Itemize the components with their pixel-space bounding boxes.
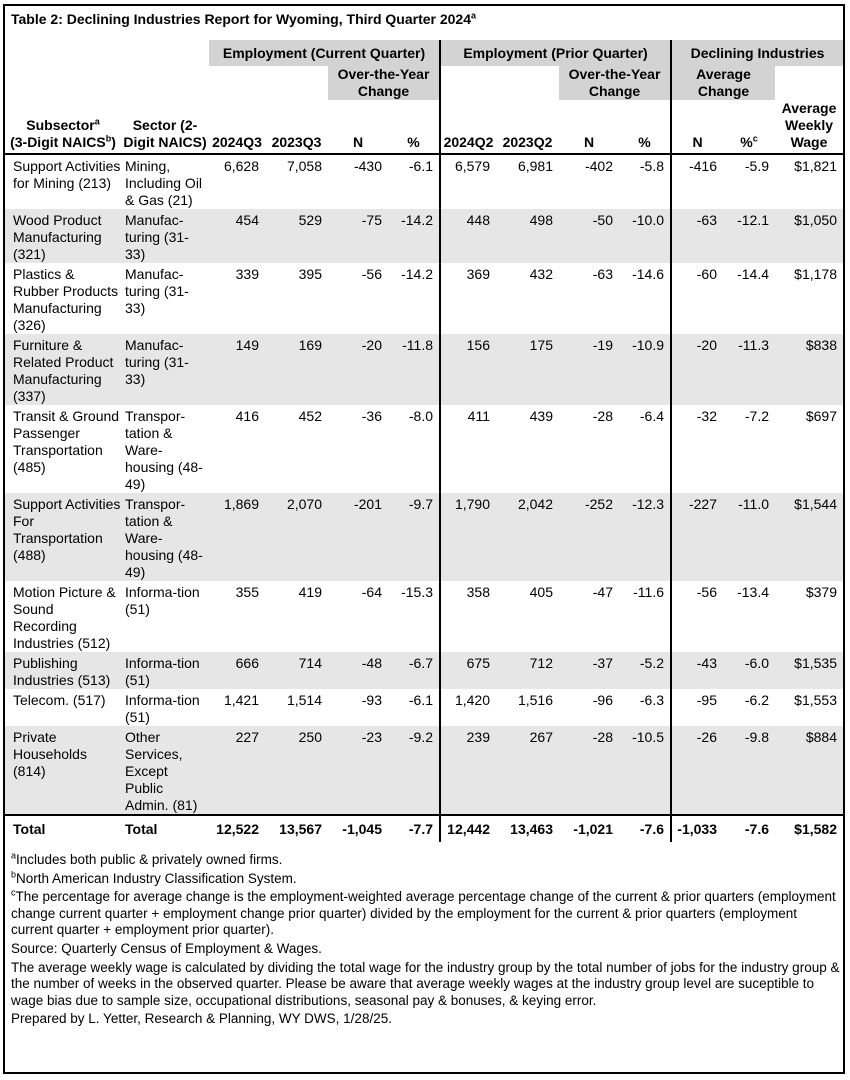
value-cell: 416 [235,408,259,424]
col-header-current-pct: % [388,100,440,154]
table-row [5,209,843,263]
value-cell: -48 [328,652,388,689]
footnote-b: $^b$North American Industry Classification System. [11,869,297,886]
sector-cell: Informa-tion (51) [125,692,200,725]
value-cell: 419 [298,584,322,600]
footnote-a: $^a$Includes both public & privately owned firms. [11,850,283,867]
value-cell: -10.0 [619,209,671,263]
value-cell: -402 [584,158,613,174]
value-cell: $697 [805,408,837,424]
total-cell: -1,045 [328,815,388,842]
value-cell: -6.1 [388,154,440,209]
value-cell: -8.0 [388,405,440,493]
value-cell: -13.4 [737,584,769,600]
value-cell: $838 [775,334,843,405]
col-header-avg-pct: %$^c$ [723,100,775,154]
subsector-cell: Private Households (814) [5,726,121,815]
value-cell: -5.9 [744,158,769,174]
value-cell: 358 [466,584,490,600]
subsector-cell: Support Activities For Transportation (488) [5,493,121,581]
table-row [5,652,843,689]
value-cell: $1,544 [775,493,843,581]
value-cell: 1,516 [517,692,553,708]
total-row [5,815,843,842]
value-cell: -96 [592,692,613,708]
footnotes [11,852,841,1030]
value-cell: 175 [496,334,559,405]
value-cell: -201 [328,493,388,581]
value-cell: -6.0 [723,652,775,689]
wage-note: The average weekly wage is calculated by dividing the total wage for the industry group by the total number of jobs for the industry group & the number of weeks in the observed quarter. Please be aware that average weekly wages at the industry group level are suceptible to wage bias due to sample size, occupational distributions, seasonal pay & bonuses, & keying error. [11,959,840,1008]
value-cell: -47 [592,584,613,600]
value-cell: 529 [265,209,328,263]
sector-cell: Manufac-turing (31-33) [121,209,209,263]
value-cell: $1,050 [775,209,843,263]
value-cell: 250 [265,726,328,815]
value-cell: -9.2 [388,726,440,815]
value-cell: 7,058 [286,158,322,174]
sector-cell: Transpor-tation & Ware-housing (48-49) [125,408,203,492]
value-cell: -23 [328,726,388,815]
value-cell: -60 [696,266,717,282]
source-note: Source: Quarterly Census of Employment & Wages. [11,940,322,956]
value-cell: -64 [361,584,382,600]
value-cell: 156 [440,334,496,405]
total-cell: -7.6 [619,815,671,842]
group-header-current: Employment (Current Quarter) [209,40,440,66]
value-cell: $1,535 [775,652,843,689]
table-row [5,493,843,581]
subsector-cell: Publishing Industries (513) [5,652,121,689]
value-cell: 1,790 [440,493,496,581]
value-cell: 714 [265,652,328,689]
value-cell: 227 [209,726,265,815]
table-row [5,581,843,652]
value-cell: -20 [671,334,723,405]
total-sector: Total [121,815,209,842]
value-cell: -7.2 [744,408,769,424]
value-cell: 267 [496,726,559,815]
total-cell: -7.6 [723,815,775,842]
total-cell: -1,021 [559,815,619,842]
value-cell: 2,042 [496,493,559,581]
group-header-prior: Employment (Prior Quarter) [440,40,671,66]
value-cell: -6.4 [619,405,671,493]
value-cell: 169 [265,334,328,405]
col-header-avg-weekly-wage: Average Weekly Wage [775,100,843,154]
value-cell: 149 [209,334,265,405]
value-cell: -37 [559,652,619,689]
col-header-2024q3: 2024Q3 [209,100,265,154]
value-cell: -28 [559,726,619,815]
value-cell: 6,579 [454,158,490,174]
value-cell: -14.4 [737,266,769,282]
group-header-declining: Declining Industries [671,40,843,66]
value-cell: -28 [592,408,613,424]
report-frame [3,4,845,1074]
value-cell: -416 [688,158,717,174]
value-cell: 6,981 [517,158,553,174]
subheader-over-the-year-current: Over-the-Year Change [328,66,440,100]
prepared-by: Prepared by L. Yetter, Research & Planning, WY DWS, 1/28/25. [11,1011,392,1027]
sector-cell: Other Services, Except Public Admin. (81) [121,726,209,815]
value-cell: -14.6 [619,263,671,334]
value-cell: -15.3 [388,581,440,652]
subheader-over-the-year-prior: Over-the-Year Change [559,66,671,100]
declining-industries-table [5,40,843,842]
value-cell: 405 [529,584,553,600]
value-cell: -32 [696,408,717,424]
value-cell: -5.8 [619,154,671,209]
total-cell: 12,522 [209,815,265,842]
value-cell: -227 [671,493,723,581]
subsector-cell: Furniture & Related Product Manufacturing (337) [5,334,121,405]
value-cell: -75 [328,209,388,263]
value-cell: -56 [361,266,382,282]
value-cell: -10.5 [619,726,671,815]
subsector-cell: Plastics & Rubber Products Manufacturing (326) [13,266,119,333]
sector-cell: Informa-tion (51) [121,652,209,689]
value-cell: -19 [559,334,619,405]
subsector-cell: Transit & Ground Passenger Transportation (485) [13,408,120,475]
value-cell: 675 [440,652,496,689]
total-cell: 13,567 [265,815,328,842]
col-header-2023q2: 2023Q2 [496,100,559,154]
value-cell: 498 [496,209,559,263]
value-cell: $884 [775,726,843,815]
sector-cell: Mining, Including Oil & Gas (21) [125,158,203,208]
col-header-2024q2: 2024Q2 [440,100,496,154]
table-body [5,154,843,815]
value-cell: -12.1 [723,209,775,263]
value-cell: -252 [559,493,619,581]
value-cell: -36 [361,408,382,424]
value-cell: -56 [696,584,717,600]
value-cell: 712 [496,652,559,689]
table-row [5,405,843,493]
value-cell: $1,821 [794,158,837,174]
value-cell: -11.6 [619,581,671,652]
col-header-2023q3: 2023Q3 [265,100,328,154]
value-cell: 439 [529,408,553,424]
table-row [5,689,843,726]
total-cell: 12,442 [440,815,496,842]
value-cell: 1,869 [209,493,265,581]
value-cell: 239 [440,726,496,815]
value-cell: 411 [467,408,490,424]
table-row [5,154,843,209]
sector-cell: Transpor-tation & Ware-housing (48-49) [121,493,209,581]
value-cell: 432 [529,266,553,282]
value-cell: -11.3 [723,334,775,405]
table-row [5,334,843,405]
sector-cell: Manufac-turing (31-33) [125,266,189,316]
total-cell: $1,582 [775,815,843,842]
value-cell: 1,420 [454,692,490,708]
value-cell: -63 [671,209,723,263]
value-cell: 2,070 [265,493,328,581]
value-cell: -6.7 [388,652,440,689]
value-cell: $1,553 [794,692,837,708]
col-header-sector: Sector (2-Digit NAICS) [121,100,209,154]
subsector-cell: Motion Picture & Sound Recording Industries (512) [13,584,116,651]
table-row [5,726,843,815]
value-cell: -14.2 [388,263,440,334]
value-cell: -9.7 [388,493,440,581]
value-cell: 666 [209,652,265,689]
footnote-c: $^c$The percentage for average change is the employment-weighted average percentage change of the current & prior quarters (employment change current quarter + employment change prior quarter) divided by the employment for the current & prior quarters (employment current quarter + employment prior quarter). [11,887,836,938]
value-cell: -5.2 [619,652,671,689]
total-cell: -7.7 [388,815,440,842]
value-cell: 1,514 [286,692,322,708]
value-cell: -12.3 [619,493,671,581]
value-cell: 339 [235,266,259,282]
value-cell: -9.8 [723,726,775,815]
value-cell: 6,628 [223,158,259,174]
value-cell: -43 [671,652,723,689]
value-cell: $1,178 [794,266,837,282]
title-footnote-mark: a [471,10,477,21]
value-cell: 395 [298,266,322,282]
total-label: Total [5,815,121,842]
value-cell: -93 [361,692,382,708]
value-cell: -11.0 [723,493,775,581]
col-header-prior-n: N [559,100,619,154]
value-cell: 452 [298,408,322,424]
value-cell: -6.3 [619,689,671,726]
value-cell: -50 [559,209,619,263]
value-cell: $379 [805,584,837,600]
col-header-current-n: N [328,100,388,154]
value-cell: -14.2 [388,209,440,263]
table-row [5,263,843,334]
value-cell: -26 [671,726,723,815]
value-cell: 1,421 [223,692,259,708]
value-cell: 454 [209,209,265,263]
col-header-subsector: Subsector$^a$ (3-Digit NAICS$^b$) [5,100,121,154]
value-cell: -6.1 [388,689,440,726]
value-cell: -63 [592,266,613,282]
subsector-cell: Telecom. (517) [13,692,106,708]
col-header-prior-pct: % [619,100,671,154]
value-cell: 448 [440,209,496,263]
sector-cell: Manufac-turing (31-33) [121,334,209,405]
subheader-average-change: Average Change [671,66,775,100]
value-cell: -95 [696,692,717,708]
value-cell: -10.9 [619,334,671,405]
sector-cell: Informa-tion (51) [125,584,200,617]
subsector-cell: Support Activities for Mining (213) [13,158,121,191]
col-header-avg-n: N [671,100,723,154]
value-cell: -20 [328,334,388,405]
value-cell: -11.8 [388,334,440,405]
value-cell: 355 [235,584,259,600]
value-cell: -6.2 [744,692,769,708]
table-title: Table 2: Declining Industries Report for Wyoming, Third Quarter 2024$^a$ [11,10,477,27]
value-cell: -430 [353,158,382,174]
subsector-cell: Wood Product Manufacturing (321) [5,209,121,263]
total-cell: 13,463 [496,815,559,842]
total-cell: -1,033 [671,815,723,842]
value-cell: 369 [466,266,490,282]
